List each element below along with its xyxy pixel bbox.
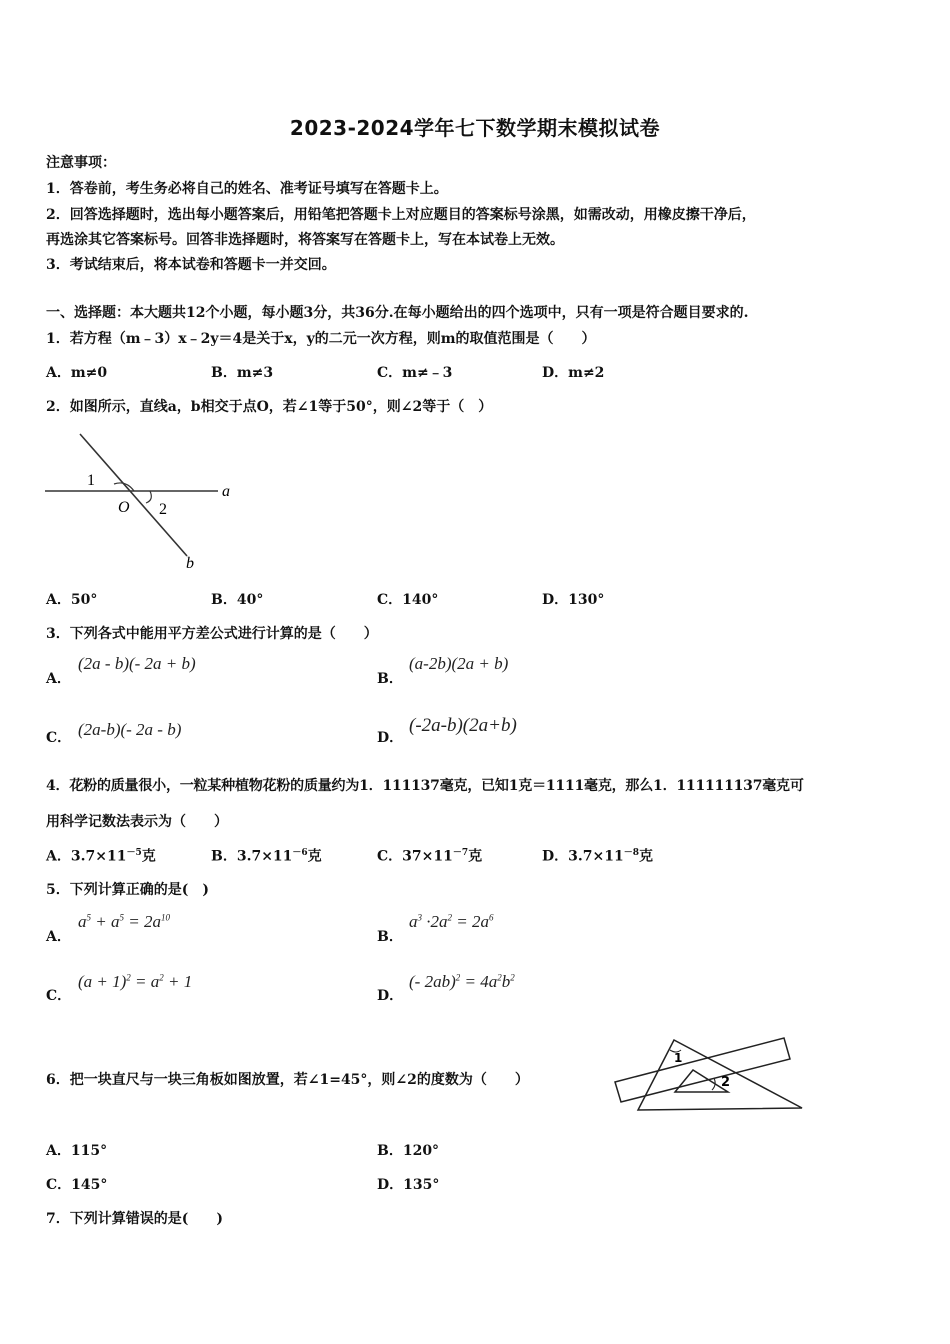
notice-item: 2．回答选择题时，选出每小题答案后，用铅笔把答题卡上对应题目的答案标号涂黑，如需改动，用橡皮擦干净后， xyxy=(46,207,756,223)
q4-option-c-unit: 克 xyxy=(468,848,483,865)
question-2-stem: 2．如图所示，直线a，b相交于点O，若∠1等于50°，则∠2等于（ ） xyxy=(46,399,493,415)
q4-option-b-base: B．3.7×11 xyxy=(211,848,293,865)
page-title: 2023-2024学年七下数学期末模拟试卷 xyxy=(289,116,661,140)
q4-option-d-base: D．3.7×11 xyxy=(542,848,624,865)
label-point-o: O xyxy=(118,499,130,516)
q4-option-a[interactable] xyxy=(46,845,156,866)
q5-option-b-expr: $a^3 \cdot 2a^2 = 2a^6$ xyxy=(409,912,494,931)
label-angle-2: 2 xyxy=(721,1075,731,1090)
q4-option-a-exponent: －5 xyxy=(126,848,142,858)
q4-option-c[interactable] xyxy=(377,845,482,866)
q5-option-c-letter[interactable]: C． xyxy=(46,988,72,1004)
question-4-stem-line2: 用科学记数法表示为（ ） xyxy=(46,814,228,830)
angle-2-arc xyxy=(712,1078,715,1090)
notice-item: 1．答卷前，考生务必将自己的姓名、准考证号填写在答题卡上。 xyxy=(46,181,448,197)
q5-option-a-letter[interactable]: A． xyxy=(46,929,71,945)
question-4-stem-line1: 4．花粉的质量很小，一粒某种植物花粉的质量约为1．111137毫克，已知1克＝1111毫克，那么1．111111137毫克可 xyxy=(46,778,804,794)
q5-option-d-expr: (- $2ab)^2 = 4a^2b^2$ xyxy=(409,972,515,991)
q4-option-a-unit: 克 xyxy=(141,848,156,865)
q3-option-a-expr: (2a - b)(- 2a + b) xyxy=(78,654,196,673)
q5-option-d-letter[interactable]: D． xyxy=(377,988,404,1004)
angle-2-arc xyxy=(146,491,151,503)
q2-option-d[interactable]: D．130° xyxy=(542,592,605,608)
q4-option-d-unit: 克 xyxy=(638,848,653,865)
q4-option-d[interactable] xyxy=(542,845,653,866)
label-line-b: b xyxy=(186,555,194,572)
q6-option-b[interactable]: B．120° xyxy=(377,1143,440,1159)
section-heading: 一、选择题：本大题共12个小题，每小题3分，共36分.在每小题给出的四个选项中，只有一项是符合题目要求的. xyxy=(46,305,749,321)
q3-option-a-letter[interactable]: A． xyxy=(46,671,71,687)
q4-option-a-base: A．3.7×11 xyxy=(46,848,127,865)
notice-item: 再选涂其它答案标号。回答非选择题时，将答案写在答题卡上，写在本试卷上无效。 xyxy=(46,232,564,248)
q6-option-c[interactable]: C．145° xyxy=(46,1177,108,1193)
label-line-a: a xyxy=(222,483,230,500)
q4-option-b-unit: 克 xyxy=(307,848,322,865)
line-b xyxy=(80,434,187,556)
q1-option-c[interactable]: C．m≠﹣3 xyxy=(377,365,453,381)
label-angle-1: 1 xyxy=(674,1051,683,1065)
q6-option-d[interactable]: D．135° xyxy=(377,1177,440,1193)
q3-option-d-expr: (-2a-b)(2a+b) xyxy=(409,715,517,736)
q2-intersecting-lines-figure xyxy=(40,430,250,575)
q3-option-b-expr: (a-2b)(2a + b) xyxy=(409,654,509,673)
q2-option-c[interactable]: C．140° xyxy=(377,592,439,608)
q1-option-b[interactable]: B．m≠3 xyxy=(211,365,274,381)
q3-option-c-letter[interactable]: C． xyxy=(46,730,72,746)
q3-option-c-expr: (2a-b)(- 2a - b) xyxy=(78,720,182,739)
q2-option-b[interactable]: B．40° xyxy=(211,592,264,608)
q4-option-d-exponent: －8 xyxy=(623,848,639,858)
q5-option-a-expr: $a^5 + a^5 = 2a^{10}$ xyxy=(78,912,170,931)
q4-option-b-exponent: －6 xyxy=(292,848,308,858)
q3-option-b-letter[interactable]: B． xyxy=(377,671,403,687)
q1-option-a[interactable]: A．m≠0 xyxy=(46,365,108,381)
label-angle-2: 2 xyxy=(159,501,167,518)
question-3-stem: 3．下列各式中能用平方差公式进行计算的是（ ） xyxy=(46,626,378,642)
question-7-stem: 7．下列计算错误的是( ) xyxy=(46,1211,223,1227)
q3-option-d-letter[interactable]: D． xyxy=(377,730,404,746)
q2-option-a[interactable]: A．50° xyxy=(46,592,98,608)
q4-option-c-base: C．37×11 xyxy=(377,848,453,865)
q1-option-d[interactable]: D．m≠2 xyxy=(542,365,605,381)
q4-option-c-exponent: －7 xyxy=(452,848,469,858)
label-angle-1: 1 xyxy=(87,472,95,489)
q4-option-b[interactable] xyxy=(211,845,322,866)
question-5-stem: 5．下列计算正确的是( ) xyxy=(46,882,209,898)
q5-option-b-letter[interactable]: B． xyxy=(377,929,403,945)
question-6-stem: 6．把一块直尺与一块三角板如图放置，若∠1=45°，则∠2的度数为（ ） xyxy=(46,1072,529,1088)
question-1-stem: 1．若方程（m﹣3）x﹣2y＝4是关于x，y的二元一次方程，则m的取值范围是（ ） xyxy=(46,331,596,347)
notice-heading: 注意事项： xyxy=(46,155,116,171)
notice-item: 3．考试结束后，将本试卷和答题卡一并交回。 xyxy=(46,257,336,273)
q6-ruler-triangle-figure xyxy=(610,1030,810,1115)
q6-option-a[interactable]: A．115° xyxy=(46,1143,108,1159)
q5-option-c-expr: $(a + 1)^2 = a^2 + 1$ xyxy=(78,972,193,991)
